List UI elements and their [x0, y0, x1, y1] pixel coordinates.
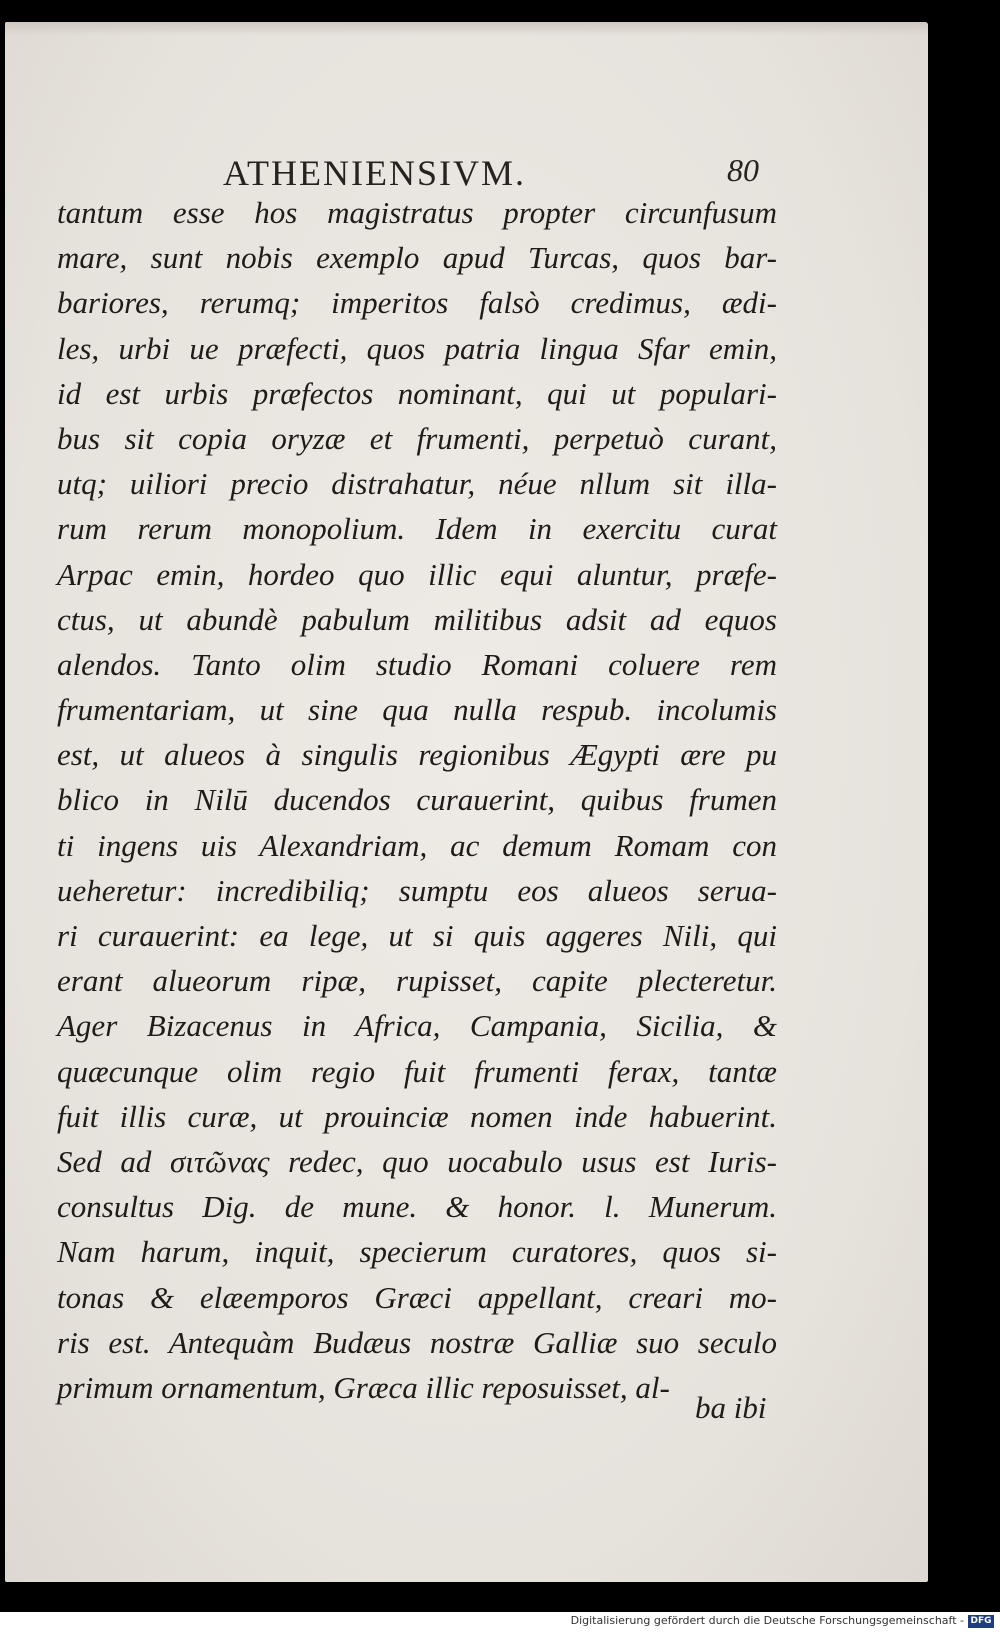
text-line: ctus, ut abundè pabulum militibus adsit ad equos: [57, 601, 777, 637]
book-page: [5, 22, 928, 1582]
text-line: mare, sunt nobis exemplo apud Turcas, quos bar-: [57, 240, 777, 276]
page-number: 80: [727, 152, 759, 188]
text-line: blico in Nilū ducendos curauerint, quibus frumen: [57, 782, 777, 818]
text-line: ueheretur: incredibiliq; sumptu eos alueos serua-: [57, 872, 777, 908]
text-line: erant alueorum ripæ, rupisset, capite plecteretur.: [57, 963, 777, 999]
catchword: ba ibi: [695, 1390, 767, 1425]
text-line: primum ornamentum, Græca illic reposuisset, al-: [57, 1369, 670, 1405]
text-line: Ager Bizacenus in Africa, Campania, Sicilia, &: [57, 1008, 777, 1044]
text-line: bus sit copia oryzæ et frumenti, perpetuò curant,: [57, 420, 777, 456]
footer-bar: [0, 1612, 1000, 1632]
text-line: utq; uiliori precio distrahatur, néue nllum sit illa-: [57, 466, 777, 502]
text-line: ti ingens uis Alexandriam, ac demum Romam con: [57, 827, 777, 863]
text-line: fuit illis curæ, ut prouinciæ nomen inde habuerint.: [57, 1098, 777, 1134]
text-line: rum rerum monopolium. Idem in exercitu curat: [57, 511, 777, 547]
text-line: Nam harum, inquit, specierum curatores, quos si-: [57, 1234, 777, 1270]
text-line: Arpac emin, hordeo quo illic equi aluntur, præfe-: [57, 556, 777, 592]
text-line: consultus Dig. de mune. & honor. l. Munerum.: [57, 1189, 777, 1225]
text-line: Sed ad σιτῶνας redec, quo uocabulo usus est Iuris-: [57, 1143, 777, 1179]
text-line: est, ut alueos à singulis regionibus Ægypti ære pu: [57, 737, 777, 773]
dfg-logo: DFG: [968, 1615, 994, 1628]
running-head-title: ATHENIENSIVM.: [223, 153, 526, 193]
text-line: frumentariam, ut sine qua nulla respub. incolumis: [57, 692, 777, 728]
page-top-shadow: [5, 22, 928, 36]
text-line: tonas & elæemporos Græci appellant, creari mo-: [57, 1279, 777, 1315]
text-line: quæcunque olim regio fuit frumenti ferax, tantæ: [57, 1053, 777, 1089]
text-block: [57, 190, 777, 1410]
text-line: ri curauerint: ea lege, ut si quis aggeres Nili, qui: [57, 918, 777, 953]
text-line: tantum esse hos magistratus propter circunfusum: [57, 195, 777, 230]
text-line: alendos. Tanto olim studio Romani coluere rem: [57, 646, 777, 682]
running-head: [5, 134, 928, 194]
text-line: ris est. Antequàm Budæus nostræ Galliæ suo seculo: [57, 1324, 777, 1360]
text-line: les, urbi ue præfecti, quos patria lingua Sfar emin,: [57, 330, 777, 366]
funding-credit: Digitalisierung gefördert durch die Deutsche Forschungsgemeinschaft -: [570, 1614, 964, 1627]
text-line: bariores, rerumq; imperitos falsò credimus, ædi-: [57, 285, 777, 321]
text-line: id est urbis præfectos nominant, qui ut populari-: [57, 375, 777, 411]
